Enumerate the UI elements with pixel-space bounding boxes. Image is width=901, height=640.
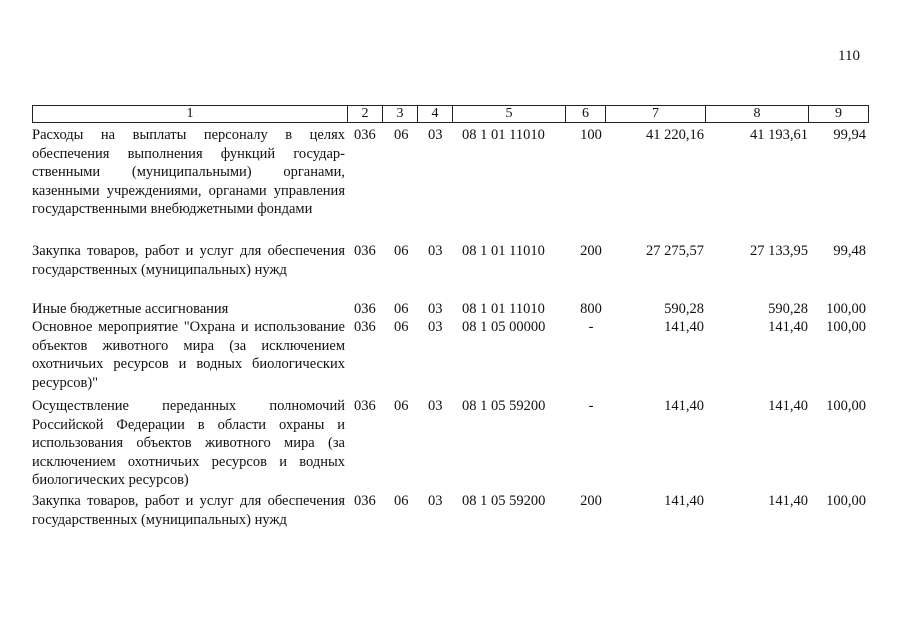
row-percent: 100,00 — [826, 319, 866, 335]
row-target: 08 1 05 59200 — [462, 398, 546, 414]
row-type: 800 — [580, 301, 602, 317]
row-plan: 141,40 — [664, 319, 704, 335]
row-percent: 100,00 — [826, 493, 866, 509]
row-subsection: 03 — [428, 319, 443, 335]
row-subsection: 03 — [428, 127, 443, 143]
row-actual: 141,40 — [768, 319, 808, 335]
row-code: 036 — [354, 319, 376, 335]
row-actual: 41 193,61 — [750, 127, 808, 143]
row-description: Основное мероприятие "Охрана и использование объектов животного мира (за исключением охотничьих ресурсов и водных биологических ресурсов)" — [32, 319, 345, 391]
row-actual: 141,40 — [768, 398, 808, 414]
row-subsection: 03 — [428, 398, 443, 414]
row-target: 08 1 05 59200 — [462, 493, 546, 509]
row-actual: 27 133,95 — [750, 243, 808, 259]
row-code: 036 — [354, 127, 376, 143]
table-header — [32, 105, 869, 123]
row-type: - — [588, 319, 594, 335]
header-col-1: 1 — [33, 106, 348, 122]
page-number: 110 — [838, 48, 860, 64]
row-section: 06 — [394, 127, 409, 143]
row-plan: 590,28 — [664, 301, 704, 317]
row-actual: 590,28 — [768, 301, 808, 317]
row-code: 036 — [354, 301, 376, 317]
header-col-4: 4 — [418, 106, 453, 122]
row-subsection: 03 — [428, 301, 443, 317]
row-type: 200 — [580, 493, 602, 509]
row-type: 100 — [580, 127, 602, 143]
row-description: Осуществление переданных полномочий Российской Федерации в области охраны и использования объектов животного мира (за исключением охотничьих ресурсов и водных биологических ресурсов) — [32, 398, 345, 489]
header-col-3: 3 — [383, 106, 418, 122]
row-target: 08 1 01 11010 — [462, 127, 545, 143]
row-description: Закупка товаров, работ и услуг для обеспечения государственных (муниципальных) нужд — [32, 243, 345, 278]
row-target: 08 1 01 11010 — [462, 243, 545, 259]
row-section: 06 — [394, 243, 409, 259]
row-target: 08 1 05 00000 — [462, 319, 546, 335]
row-plan: 41 220,16 — [646, 127, 704, 143]
row-percent: 100,00 — [826, 301, 866, 317]
row-percent: 100,00 — [826, 398, 866, 414]
header-col-2: 2 — [348, 106, 383, 122]
header-col-5: 5 — [453, 106, 566, 122]
row-code: 036 — [354, 493, 376, 509]
row-section: 06 — [394, 301, 409, 317]
header-col-9: 9 — [835, 106, 842, 121]
row-percent: 99,48 — [833, 243, 866, 259]
row-actual: 141,40 — [768, 493, 808, 509]
row-section: 06 — [394, 398, 409, 414]
header-col-6: 6 — [566, 106, 606, 122]
row-description: Иные бюджетные ассигнования — [32, 301, 229, 317]
header-col-8: 8 — [706, 106, 809, 122]
row-code: 036 — [354, 398, 376, 414]
row-percent: 99,94 — [833, 127, 866, 143]
row-subsection: 03 — [428, 243, 443, 259]
row-description: Расходы на выплаты персоналу в целях обеспечения выполнения функций государ-ственными (муниципальными) органами, казенными учреждениями, органами управления государственными внебюджетными фондами — [32, 127, 345, 218]
row-target: 08 1 01 11010 — [462, 301, 545, 317]
row-plan: 27 275,57 — [646, 243, 704, 259]
row-description: Закупка товаров, работ и услуг для обеспечения государственных (муниципальных) нужд — [32, 493, 345, 528]
header-col-7: 7 — [606, 106, 706, 122]
row-type: - — [588, 398, 594, 414]
row-section: 06 — [394, 493, 409, 509]
row-type: 200 — [580, 243, 602, 259]
row-plan: 141,40 — [664, 493, 704, 509]
row-section: 06 — [394, 319, 409, 335]
row-plan: 141,40 — [664, 398, 704, 414]
row-subsection: 03 — [428, 493, 443, 509]
row-code: 036 — [354, 243, 376, 259]
